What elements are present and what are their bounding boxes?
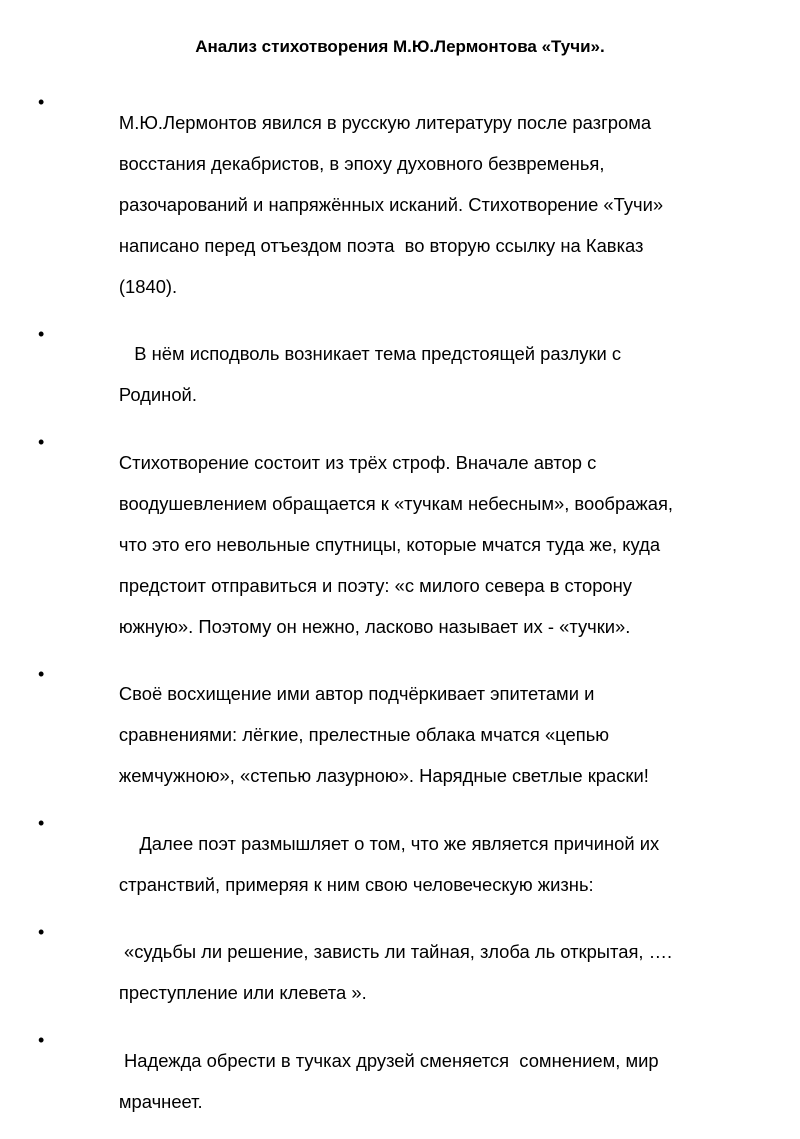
bullet-item (38, 1030, 758, 1133)
bullet-line: разочарований и напряжённых исканий. Стихотворение «Тучи» (118, 193, 664, 215)
bullet-line: воодушевлением обращается к «тучкам небесным», воображая, (118, 492, 674, 514)
bullet-line: написано перед отъездом поэта во вторую ссылку на Кавказ (118, 234, 644, 256)
bullet-line: восстания декабристов, в эпоху духовного безвременья, (118, 152, 605, 174)
bullet-text (78, 432, 758, 658)
bullet-text (78, 92, 758, 318)
bullet-line: Родиной. (118, 384, 197, 405)
bullet-item (38, 324, 758, 427)
bullet-list (38, 92, 758, 1139)
bullet-line: что это его невольные спутницы, которые мчатся туда же, куда (118, 533, 661, 555)
bullet-line: (1840). (118, 275, 178, 297)
bullet-dot-icon: • (38, 92, 45, 112)
bullet-dot-icon: • (38, 921, 45, 942)
bullet-text (78, 664, 758, 808)
bullet-line: Далее поэт размышляет о том, что же является причиной их (118, 832, 660, 854)
bullet-text (78, 324, 758, 427)
bullet-line: «судьбы ли решение, зависть ли тайная, злоба ль открытая, …. (118, 941, 673, 962)
bullet-dot-icon: • (38, 323, 45, 344)
bullet-line: мрачнеет. (118, 1090, 203, 1112)
bullet-dot-icon: • (38, 1030, 45, 1050)
bullet-line: южную». Поэтому он нежно, ласково называет их - «тучки». (118, 615, 631, 637)
bullet-item (38, 813, 758, 916)
bullet-dot-icon: • (38, 432, 45, 452)
bullet-item (38, 922, 758, 1025)
bullet-item (38, 92, 758, 318)
bullet-line: жемчужною», «степью лазурною». Нарядные светлые краски! (118, 765, 649, 786)
bullet-text (78, 922, 758, 1025)
bullet-dot-icon: • (38, 813, 45, 833)
bullet-line: М.Ю.Лермонтов явился в русскую литературу после разгрома (118, 111, 652, 133)
bullet-line: В нём исподволь возникает тема предстоящей разлуки с (118, 343, 622, 364)
bullet-item (38, 432, 758, 658)
bullet-line: сравнениями: лёгкие, прелестные облака мчатся «цепью (118, 724, 610, 745)
bullet-line: предстоит отправиться и поэту: «с милого севера в сторону (118, 574, 633, 596)
bullet-line: Надежда обрести в тучках друзей сменяется сомнением, мир (118, 1049, 659, 1071)
bullet-line: Стихотворение состоит из трёх строф. Вначале автор с (118, 451, 597, 473)
bullet-line: преступление или клевета ». (118, 982, 367, 1003)
bullet-line: странствий, примеряя к ним свою человеческую жизнь: (118, 873, 594, 895)
slide-title: Анализ стихотворения М.Ю.Лермонтова «Тучи». (195, 37, 605, 56)
bullet-text (78, 813, 758, 916)
bullet-dot-icon: • (38, 663, 45, 684)
bullet-text (78, 1030, 758, 1133)
bullet-item (38, 664, 758, 808)
bullet-line: Своё восхищение ими автор подчёркивает эпитетами и (118, 683, 595, 704)
